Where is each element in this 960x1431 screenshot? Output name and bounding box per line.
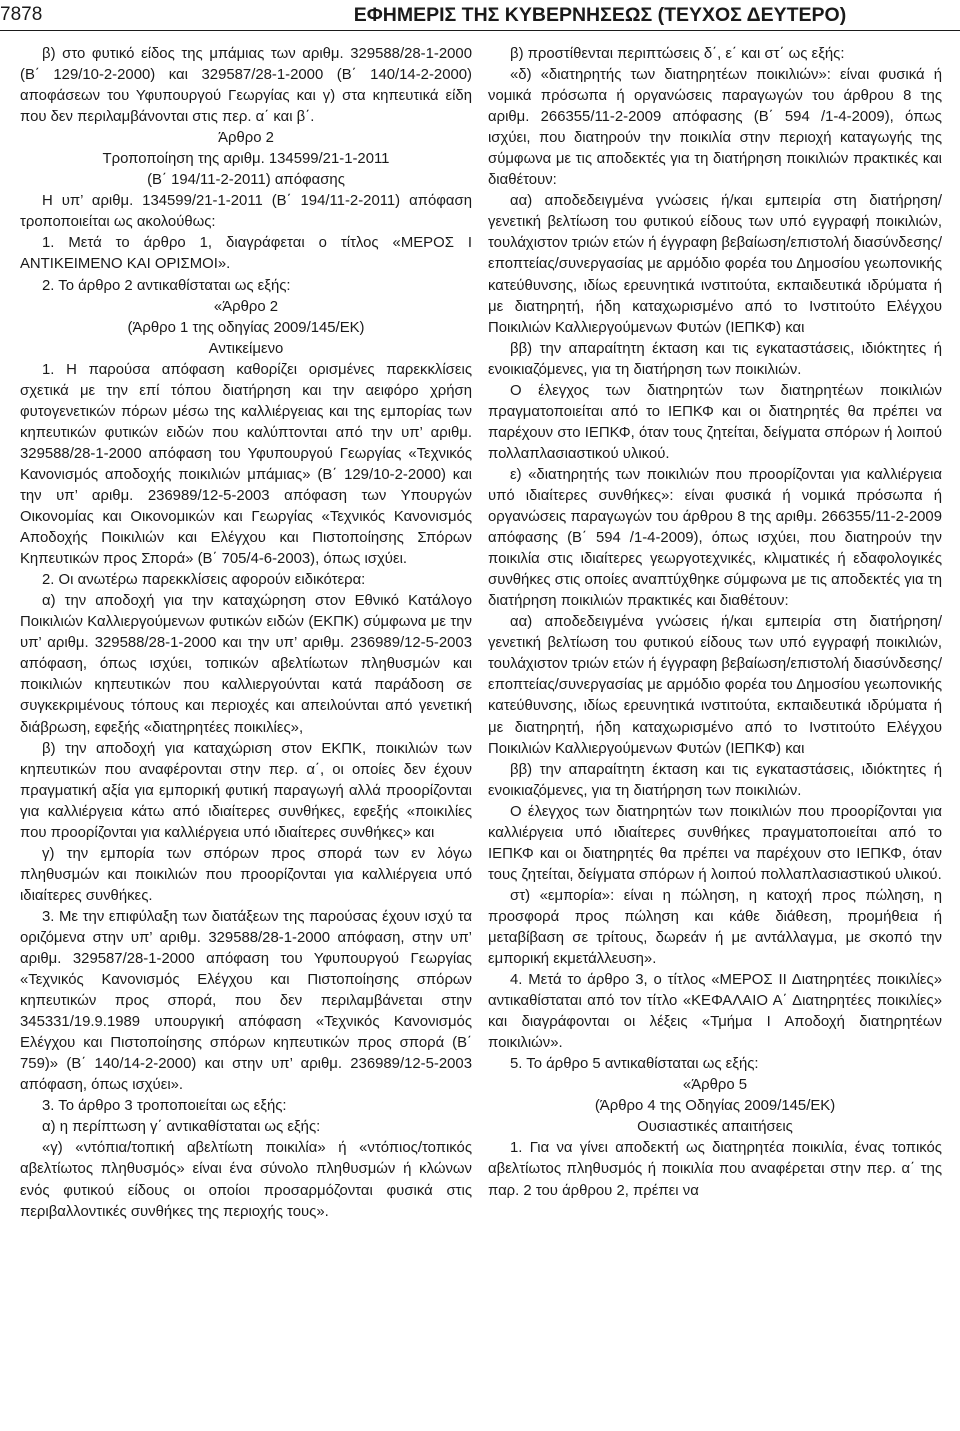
paragraph: ε) «διατηρητής των ποικιλιών που προορίζονται για καλλιέργεια υπό ιδιαίτερες συνθήκες»: είναι φυσικά ή νομικά πρόσωπα ή οργανώσεις παραγωγών του άρθρου 8 της αριθμ. 266355/11-2-2009 απόφασης (Β΄ 594 /1-4-2009), όπως ισχύει, που διατηρούν την ποικιλία στις ιδιαίτερες γεωργοτεχνικές, κλιματικές ή εδαφολογικές συνθήκες στις οποίες αναπτύχθηκε σύμφωνα με τις αποδεκτές για τη διατήρηση ποικιλιών πρακτικές και διαθέτουν:	[488, 466, 942, 610]
paragraph: ββ) την απαραίτητη έκταση και τις εγκαταστάσεις, ιδιόκτητες ή ενοικιαζόμενες, για τη διατήρηση των ποικιλιών.	[488, 761, 942, 799]
paragraph: ββ) την απαραίτητη έκταση και τις εγκαταστάσεις, ιδιόκτητες ή ενοικιαζόμενες, για τη διατήρηση των ποικιλιών.	[488, 340, 942, 378]
paragraph: α) η περίπτωση γ΄ αντικαθίσταται ως εξής:	[42, 1119, 321, 1136]
paragraph: «δ) «διατηρητής των διατηρητέων ποικιλιών»: είναι φυσικά ή νομικά πρόσωπα ή οργανώσεις παραγωγών του άρθρου 8 της αριθμ. 266355/11-2-2009 απόφασης (Β΄ 594 /1-4-2009), όπως ισχύει, που διατηρούν την ποικιλία στην περιοχή καταγωγής της σύμφωνα με τις αποδεκτές για τη διατήρηση ποικιλιών πρακτικές και διαθέτουν:	[488, 67, 942, 189]
paragraph: «γ) «ντόπια/τοπική αβελτίωτη ποικιλία» ή «ντόπιος/τοπικός αβελτίωτος πληθυσμός» είναι ένα σύνολο πληθυσμών ή κλώνων ενός φυτικού είδους οι οποίοι προσαρμόζονται φυσικά στις περιβαλλοντικές συνθήκες της περιοχής τους».	[20, 1140, 472, 1220]
gazette-title: ΕΦΗΜΕΡΙΣ ΤΗΣ ΚΥΒΕΡΝΗΣΕΩΣ (ΤΕΥΧΟΣ ΔΕΥΤΕΡΟ)	[353, 4, 847, 26]
paragraph: 3. Το άρθρο 3 τροποποιείται ως εξής:	[42, 1098, 287, 1115]
article-reference: (Άρθρο 4 της Οδηγίας 2009/145/ΕΚ)	[594, 1098, 836, 1115]
paragraph: β) προστίθενται περιπτώσεις δ΄, ε΄ και στ΄ ως εξής:	[510, 46, 845, 62]
article-heading: «Άρθρο 5	[682, 1077, 748, 1094]
paragraph: 2. Το άρθρο 2 αντικαθίσταται ως εξής:	[42, 277, 291, 294]
right-column	[488, 44, 942, 1202]
paragraph: 4. Μετά το άρθρο 3, ο τίτλος «ΜΕΡΟΣ ΙΙ Διατηρητέες ποικιλίες» αντικαθίσταται από τον τίτλο «ΚΕΦΑΛΑΙΟ Α΄ Διατηρητέες ποικιλίες» και διαγράφονται οι λέξεις «Τμήμα Ι Αποδοχή διατηρητέων ποικιλιών».	[488, 972, 942, 1052]
header-rule	[0, 30, 960, 31]
article-title: Τροποποίηση της αριθμ. 134599/21-1-2011	[102, 151, 390, 168]
article-title: (Β΄ 194/11-2-2011) απόφασης	[147, 172, 345, 189]
article-title: Ουσιαστικές απαιτήσεις	[637, 1119, 793, 1136]
article-heading: «Άρθρο 2	[213, 298, 279, 315]
paragraph: 1. Μετά το άρθρο 1, διαγράφεται ο τίτλος «ΜΕΡΟΣ Ι ΑΝΤΙΚΕΙΜΕΝΟ ΚΑΙ ΟΡΙΣΜΟΙ».	[20, 235, 472, 273]
paragraph: στ) «εμπορία»: είναι η πώληση, η κατοχή προς πώληση, η προσφορά προς πώληση και κάθε διάθεση, προμήθεια ή μεταβίβαση σε τρίτους, δωρεάν ή με αντάλλαγμα, με σκοπό την εμπορική εκμετάλλευση».	[488, 887, 942, 968]
article-title: Αντικείμενο	[208, 340, 284, 357]
paragraph: 2. Οι ανωτέρω παρεκκλίσεις αφορούν ειδικότερα:	[42, 572, 366, 589]
paragraph: γ) την εμπορία των σπόρων προς σπορά των εν λόγω πληθυσμών και ποικιλιών που προορίζονται για καλλιέργεια υπό ιδιαίτερες συνθήκες.	[20, 845, 472, 904]
paragraph: 5. Το άρθρο 5 αντικαθίσταται ως εξής:	[510, 1056, 759, 1073]
paragraph: αα) αποδεδειγμένα γνώσεις ή/και εμπειρία στη διατήρηση/γενετική βελτίωση του φυτικού είδους των υπό εγγραφή ποικιλιών, τουλάχιστον τριών ετών ή έγγραφη βεβαίωση/επιστολή διασύνδεσης/εποπτείας/συνεργασίας με αρμόδιο φορέα του Δημοσίου γεωπονικής κατεύθυνσης, ιδίως ερευνητικά ινστιτούτα, εκπαιδευτικά ιδρύματα ή με διατηρητή, ήδη καταχωρισμένο από το Ινστιτούτο Ελέγχου Ποικιλιών Καλλιεργούμενων Φυτών (ΙΕΠΚΦ) και	[488, 614, 942, 757]
paragraph: Η υπ’ αριθμ. 134599/21-1-2011 (Β΄ 194/11-2-2011) απόφαση τροποποιείται ως ακολούθως:	[20, 193, 472, 231]
paragraph: 3. Με την επιφύλαξη των διατάξεων της παρούσας έχουν ισχύ τα οριζόμενα στην υπ’ αριθμ. 329588/28-1-2000 απόφαση, στην υπ’ αριθμ. 329587/28-1-2000 απόφαση του Υφυπουργού Γεωργίας «Τεχνικός Κανονισμός Ελέγχου και Πιστοποίησης σπόρων κηπευτικών προς σπορά, που δεν περιλαμβάνεται στην 345331/19.9.1989 υπουργική απόφαση «Τεχνικός Κανονισμός Ελέγχου και Πιστοποίησης σπόρων κηπευτικών προς σπορά (Β΄ 759)» (Β΄ 140/14-2-2000) και στην υπ’ αριθμ. 236989/12-5-2003 απόφαση, όπως ισχύει».	[20, 908, 472, 1094]
page-number: 7878	[0, 4, 43, 25]
article-reference: (Άρθρο 1 της οδηγίας 2009/145/ΕΚ)	[127, 319, 365, 336]
paragraph: 1. Για να γίνει αποδεκτή ως διατηρητέα ποικιλία, ένας τοπικός αβελτίωτος πληθυσμός ή ποικιλία που αναφέρεται στην περ. α΄ της παρ. 2 του άρθρου 2, πρέπει να	[488, 1140, 942, 1199]
paragraph: β) την αποδοχή για καταχώριση στον ΕΚΠΚ, ποικιλιών των κηπευτικών που αναφέρονται στην περ. α΄, οι οποίες δεν έχουν πραγματική αξία για εμπορική φυτική παραγωγή αλλά προορίζονται για καλλιέργεια κάτω από ιδιαίτερες συνθήκες, εφεξής «ποικιλίες που προορίζονται για καλλιέργεια υπό ιδιαίτερες συνθήκες» και	[20, 740, 472, 841]
paragraph: 1. Η παρούσα απόφαση καθορίζει ορισμένες παρεκκλίσεις σχετικά με την επί τόπου διατήρηση και την αειφόρο χρήση φυτογενετικών πόρων μέσω της καλλιέργειας και της εμπορίας των κηπευτικών φυτικών ειδών που καλύπτονται από την υπ’ αριθμ. 329588/28-1-2000 απόφαση του Υφυπουργού Γεωργίας «Τεχνικός Κανονισμός αποδοχής ποικιλιών μπάμιας» (Β΄ 129/10-2-2000) και την υπ’ αριθμ. 236989/12-5-2003 απόφαση των Υπουργών Οικονομίας και Οικονομικών και Γεωργίας «Τεχνικός Κανονισμός Αποδοχής Ποικιλιών και Ελέγχου και Πιστοποίησης Σπόρων Κηπευτικών προς Σπορά» (Β΄ 705/4-6-2003), όπως ισχύει.	[20, 361, 472, 568]
paragraph: Ο έλεγχος των διατηρητών των ποικιλιών που προορίζονται για καλλιέργεια υπό ιδιαίτερες συνθήκες πραγματοποιείται από το ΙΕΠΚΦ και οι διατηρητές θα πρέπει να παρέχουν στο ΙΕΠΚΦ, όταν τους ζητείται, δείγματα σπόρων ή λοιπού πολλαπλασιαστικού υλικού.	[488, 803, 942, 883]
page-header	[0, 0, 960, 34]
paragraph: α) την αποδοχή για την καταχώρηση στον Εθνικό Κατάλογο Ποικιλιών Καλλιεργούμενων φυτικών ειδών (ΕΚΠΚ) σύμφωνα με την υπ’ αριθμ. 329588/28-1-2000 και την υπ’ αριθμ. 236989/12-5-2003 απόφαση, όπως ισχύει, τοπικών αβελτίωτων πληθυσμών και ποικιλιών κηπευτικών που καλλιεργούνται κατά παράδοση σε συγκεκριμένους τόπους και περιοχές και απειλούνται από γενετική διάβρωση, εφεξής «διατηρητέες ποικιλίες»,	[20, 593, 472, 736]
paragraph: Ο έλεγχος των διατηρητών των διατηρητέων ποικιλιών πραγματοποιείται από το ΙΕΠΚΦ και οι διατηρητές θα πρέπει να παρέχουν στο ΙΕΠΚΦ, όταν τους ζητείται, δείγματα σπόρων ή λοιπού πολλαπλασιαστικού υλικού.	[488, 382, 942, 462]
paragraph: αα) αποδεδειγμένα γνώσεις ή/και εμπειρία στη διατήρηση/γενετική βελτίωση του φυτικού είδους των υπό εγγραφή ποικιλιών, τουλάχιστον τριών ετών ή έγγραφη βεβαίωση/επιστολή διασύνδεσης/εποπτείας/συνεργασίας με αρμόδιο φορέα του Δημοσίου γεωπονικής κατεύθυνσης, ιδίως ερευνητικά ινστιτούτα, εκπαιδευτικά ιδρύματα ή με διατηρητή, ήδη καταχωρισμένο από το Ινστιτούτο Ελέγχου Ποικιλιών Καλλιεργούμενων Φυτών (ΙΕΠΚΦ) και	[488, 193, 942, 336]
paragraph: β) στο φυτικό είδος της μπάμιας των αριθμ. 329588/28-1-2000 (Β΄ 129/10-2-2000) και 329587/28-1-2000 (Β΄ 140/14-2-2000) αποφάσεων του Υφυπουργού Γεωργίας και γ) στα κηπευτικά είδη που δεν περιλαμβάνονται στις περ. α΄ και β΄.	[20, 46, 472, 126]
article-heading: Άρθρο 2	[218, 130, 274, 147]
left-column	[20, 44, 472, 1223]
